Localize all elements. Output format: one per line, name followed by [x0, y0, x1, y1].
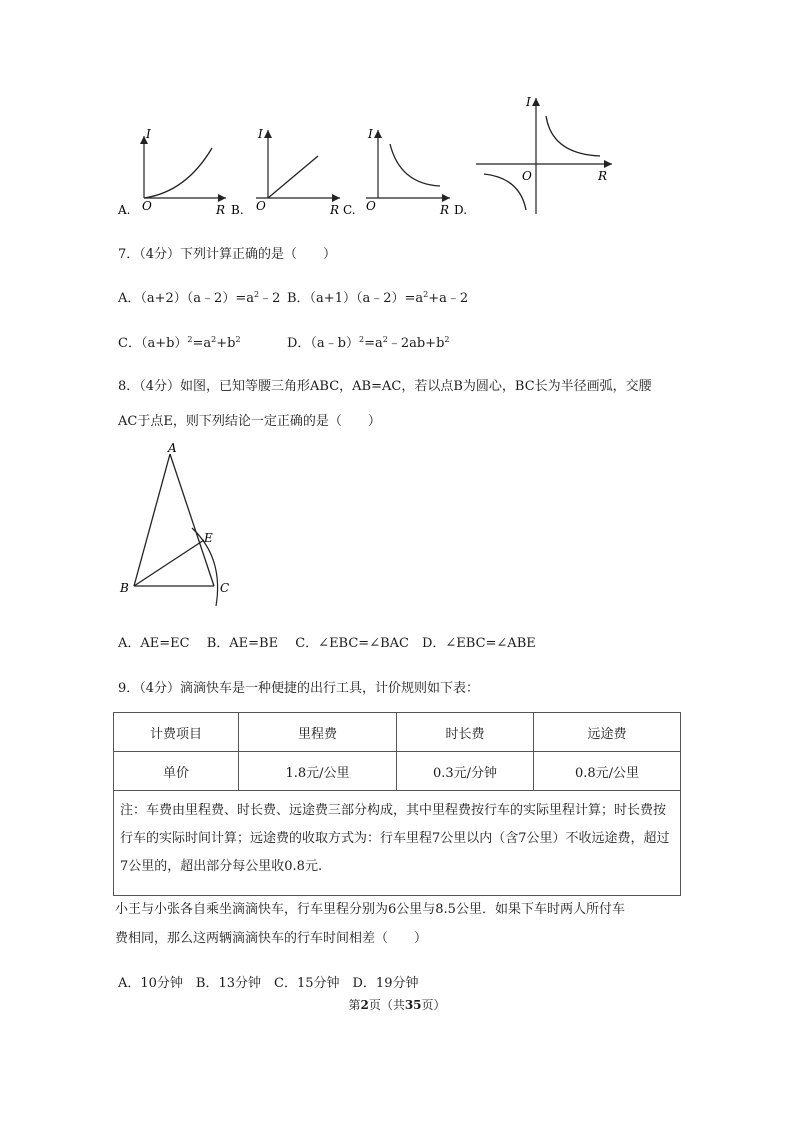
origin-label: O: [142, 199, 152, 213]
graph-option-d: [452, 92, 622, 218]
table-cell: 0.3元/分钟: [397, 752, 534, 791]
label-b: B: [120, 581, 129, 595]
table-note-row: [114, 791, 681, 896]
origin-label: O: [522, 169, 532, 183]
x-axis-label: R: [330, 203, 340, 217]
origin-label: O: [256, 199, 266, 213]
hyperbola-branch-upper: [546, 116, 600, 156]
table-header-cell: 计费项目: [114, 713, 239, 752]
label-a: A: [168, 441, 177, 455]
q8-options: A．AE=EC B．AE=BE C．∠EBC=∠BAC D．∠EBC=∠ABE: [118, 636, 536, 651]
table-cell: 单价: [114, 752, 239, 791]
q9-stem: 9．（4分）滴滴快车是一种便捷的出行工具，计价规则如下表：: [118, 681, 480, 696]
table-cell: 1.8元/公里: [239, 752, 397, 791]
graph-option-c: [342, 122, 458, 218]
fee-table: [113, 712, 681, 896]
q7-option-b: B．$(a+1)(a﹣2)=a^2+a﹣2$: [287, 290, 469, 306]
label-c: C: [220, 581, 230, 595]
q7-option-d: D．$(a﹣b)^2=a^2﹣2ab+b^2$: [287, 335, 450, 351]
linear-line: [268, 156, 318, 198]
page-number: 2: [360, 998, 369, 1012]
option-letter: A.: [118, 203, 131, 217]
quadratic-curve: [144, 148, 212, 198]
q9-text-line2: 费相同，那么这两辆滴滴快车的行车时间相差（ ）: [115, 931, 428, 946]
table-header-cell: 远途费: [534, 713, 681, 752]
option-letter: B.: [231, 203, 244, 217]
option-letter: C.: [343, 203, 356, 217]
side-ac: [170, 454, 214, 586]
x-axis-label: R: [440, 203, 450, 217]
inverse-curve: [390, 144, 440, 186]
label-e: E: [204, 531, 213, 545]
q8-triangle-figure: [112, 440, 242, 610]
table-cell: 0.8元/公里: [534, 752, 681, 791]
x-axis-label: R: [216, 203, 226, 217]
page-footer: 第2页（共35页）: [348, 998, 446, 1012]
table-header-cell: 时长费: [397, 713, 534, 752]
q8-stem-line1: 8．（4分）如图，已知等腰三角形ABC，AB=AC，若以点B为圆心，BC长为半径画弧，交腰: [118, 379, 652, 394]
q7-option-a: A．$(a+2)(a﹣2)=a^2﹣2$: [118, 290, 281, 306]
hyperbola-branch-lower: [484, 174, 526, 210]
graph-option-a: [116, 122, 232, 218]
q9-text-line1: 小王与小张各自乘坐滴滴快车，行车里程分别为6公里与8.5公里．如果下车时两人所付车: [115, 902, 625, 917]
q9-options: A．10分钟 B．13分钟 C．15分钟 D．19分钟: [118, 976, 419, 991]
option-letter: D.: [454, 203, 468, 217]
table-note: 注：车费由里程费、时长费、远途费三部分构成，其中里程费按行车的实际里程计算；时长费按行车的实际时间计算；远途费的收取方式为：行车里程7公里以内（含7公里）不收远途费，超过7公里的，超出部分每公里收0.8元.: [114, 791, 681, 896]
table-header-cell: 里程费: [239, 713, 397, 752]
x-axis-label: R: [598, 169, 608, 183]
table-row: [114, 752, 681, 791]
q7-stem: 7．（4分）下列计算正确的是（ ）: [118, 247, 337, 262]
q8-stem-line2: AC于点E，则下列结论一定正确的是（ ）: [118, 414, 381, 429]
y-axis-label: I: [526, 95, 531, 109]
table-header-row: [114, 713, 681, 752]
y-axis-label: I: [146, 127, 151, 141]
total-pages: 35: [404, 998, 422, 1012]
y-axis-label: I: [258, 127, 263, 141]
q7-option-c: C．$(a+b)^2=a^2+b^2$: [118, 335, 241, 351]
graph-option-b: [230, 122, 346, 218]
y-axis-label: I: [368, 127, 373, 141]
origin-label: O: [366, 199, 376, 213]
